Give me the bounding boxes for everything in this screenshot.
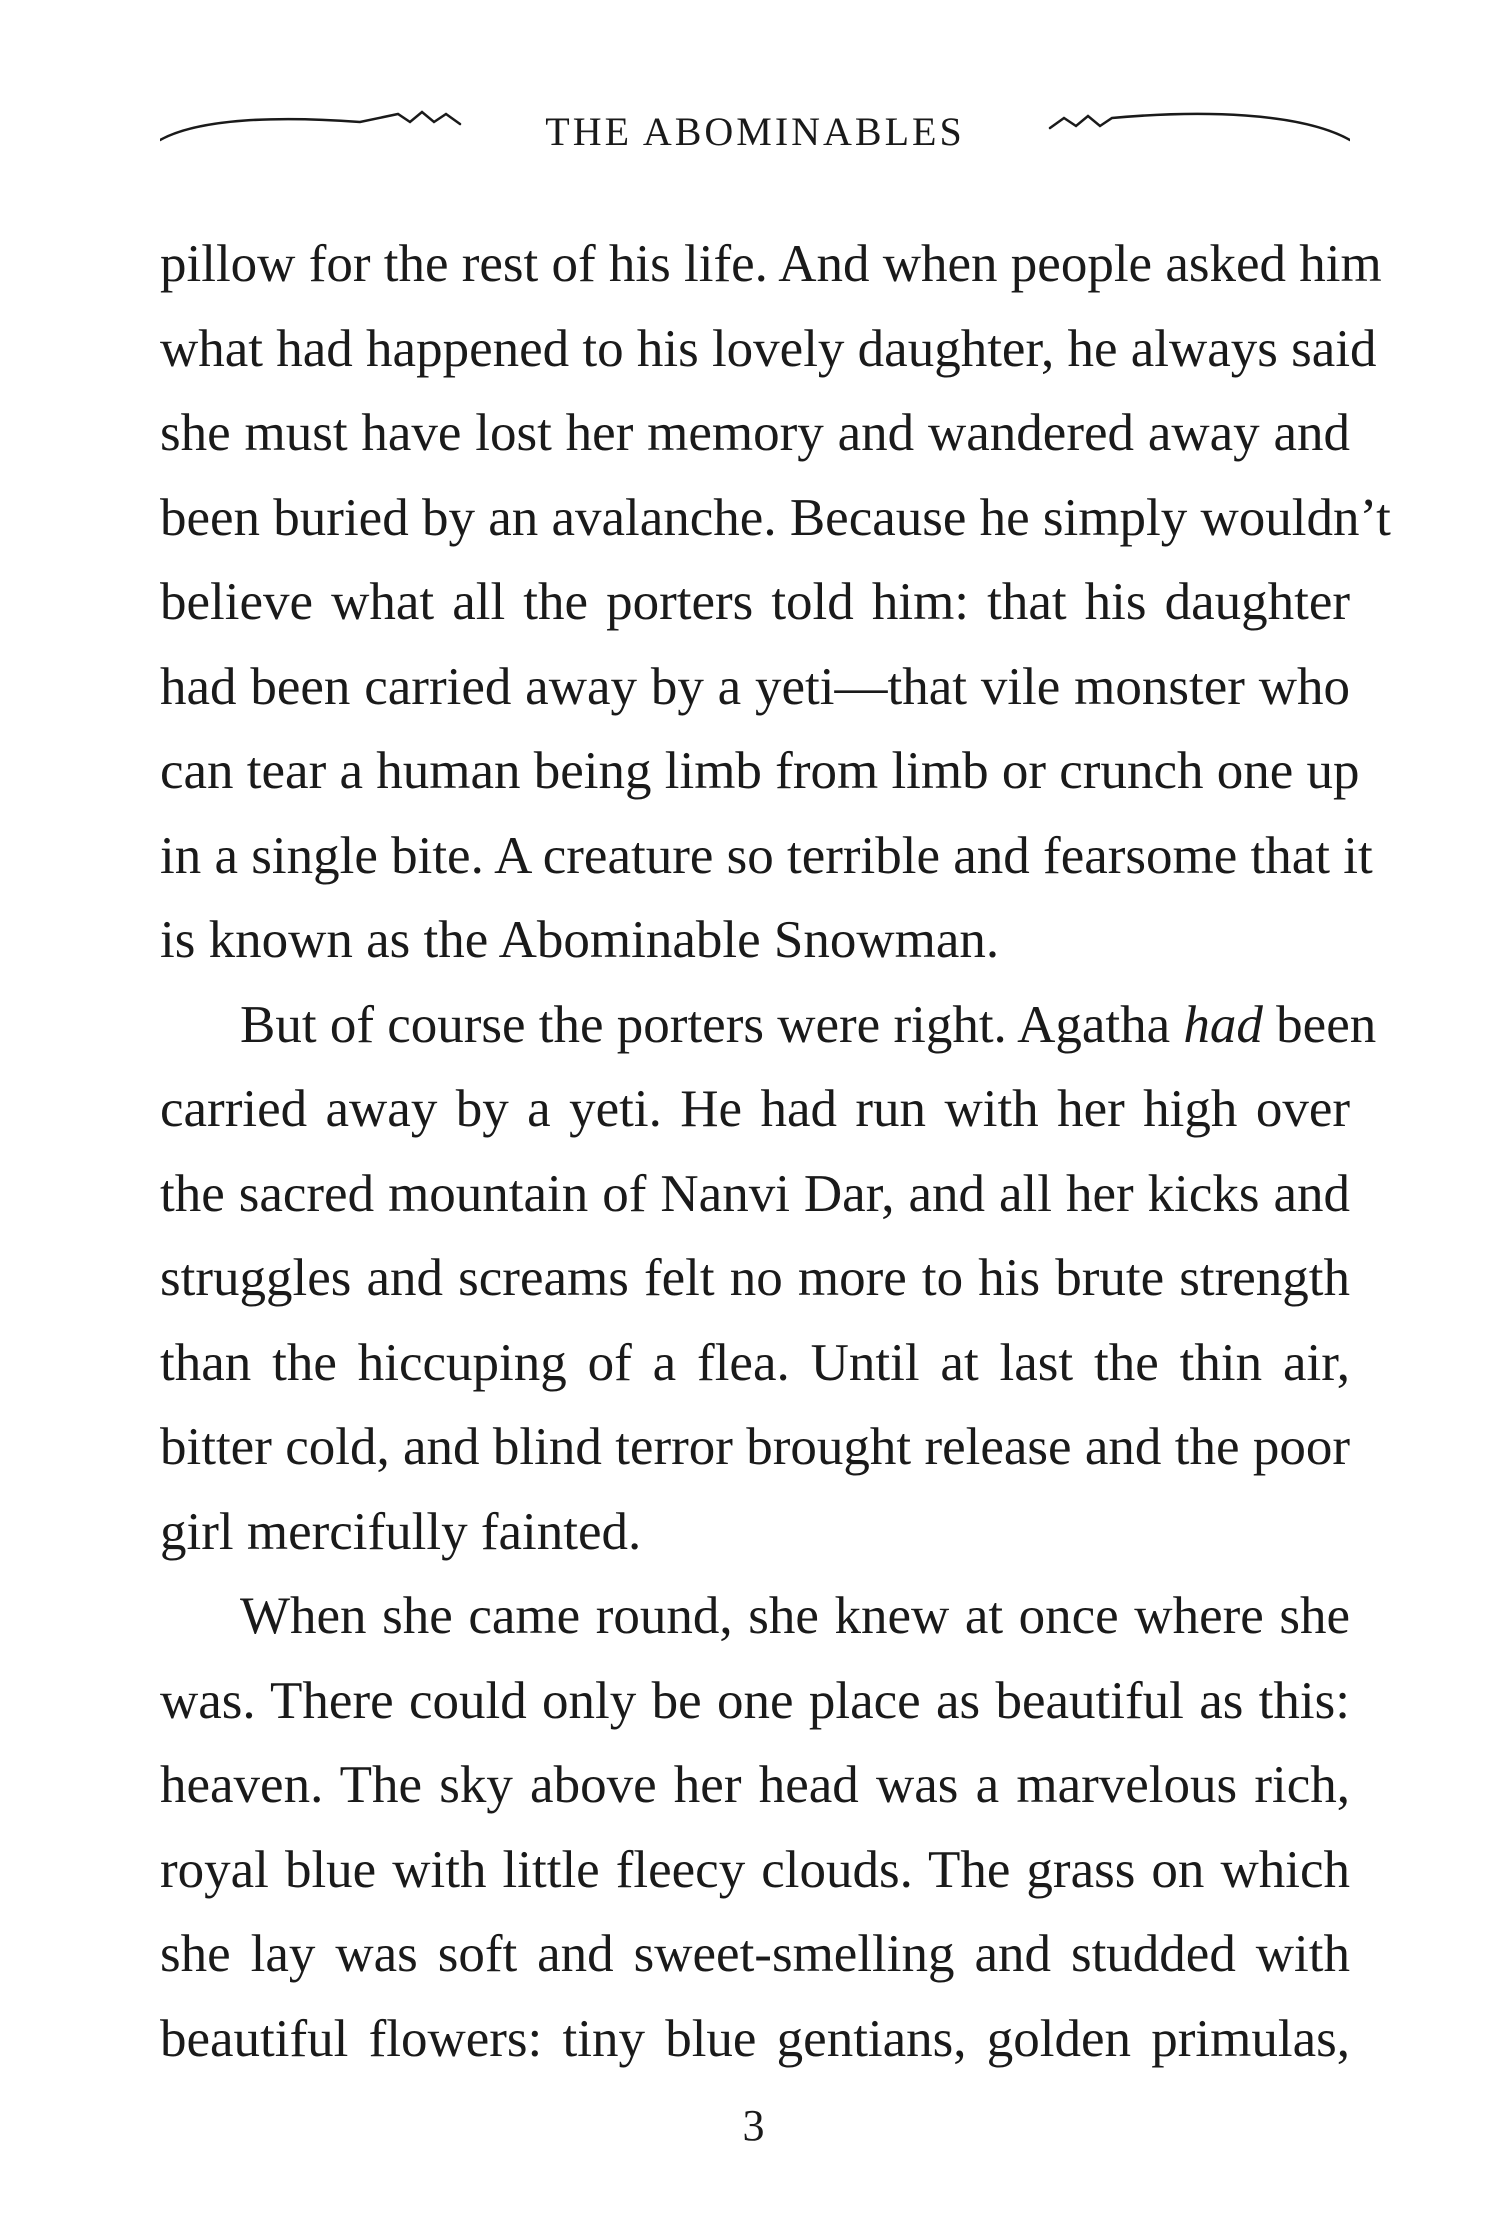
text-line: bitter cold, and blind terror brought release and the poor: [160, 1418, 1350, 1476]
text-line: believe what all the porters told him: that his daughter: [160, 573, 1350, 631]
paragraph-first-line: [160, 983, 1377, 1068]
emphasis-text: had: [1183, 995, 1263, 1054]
text-line: carried away by a yeti. He had run with her high over: [160, 1080, 1350, 1138]
text-line: she lay was soft and sweet-smelling and studded with: [160, 1925, 1350, 1983]
text-line: royal blue with little fleecy clouds. The grass on which: [160, 1840, 1350, 1899]
text-line: beautiful flowers: tiny blue gentians, golden primulas,: [160, 2009, 1350, 2068]
text-line: the sacred mountain of Nanvi Dar, and all her kicks and: [160, 1164, 1350, 1223]
text-line: can tear a human being limb from limb or crunch one up: [160, 742, 1360, 800]
text-line: been buried by an avalanche. Because he simply wouldn’t: [160, 488, 1391, 547]
text-segment: But of course the porters were right. Agatha: [240, 995, 1184, 1054]
body-text: [160, 222, 1391, 2081]
text-line: girl mercifully fainted.: [160, 1502, 642, 1561]
text-line: is known as the Abominable Snowman.: [160, 911, 1000, 969]
text-line: had been carried away by a yeti—that vile monster who: [160, 657, 1350, 716]
text-line: When she came round, she knew at once where she: [240, 1587, 1350, 1645]
text-line: pillow for the rest of his life. And when people asked him: [160, 235, 1382, 293]
page-number: 3: [742, 2101, 765, 2150]
book-title: THE ABOMINABLES: [545, 109, 965, 154]
text-line: was. There could only be one place as beautiful as this:: [160, 1671, 1350, 1730]
text-line: what had happened to his lovely daughter, he always said: [160, 319, 1377, 378]
text-line: struggles and screams felt no more to his brute strength: [160, 1249, 1350, 1307]
running-header: [160, 100, 1350, 160]
text-line: she must have lost her memory and wandered away and: [160, 404, 1350, 462]
text-segment: been: [1262, 995, 1377, 1054]
text-line: than the hiccuping of a flea. Until at last the thin air,: [160, 1333, 1350, 1392]
text-line: in a single bite. A creature so terrible and fearsome that it: [160, 826, 1373, 885]
text-line: heaven. The sky above her head was a marvelous rich,: [160, 1756, 1350, 1814]
